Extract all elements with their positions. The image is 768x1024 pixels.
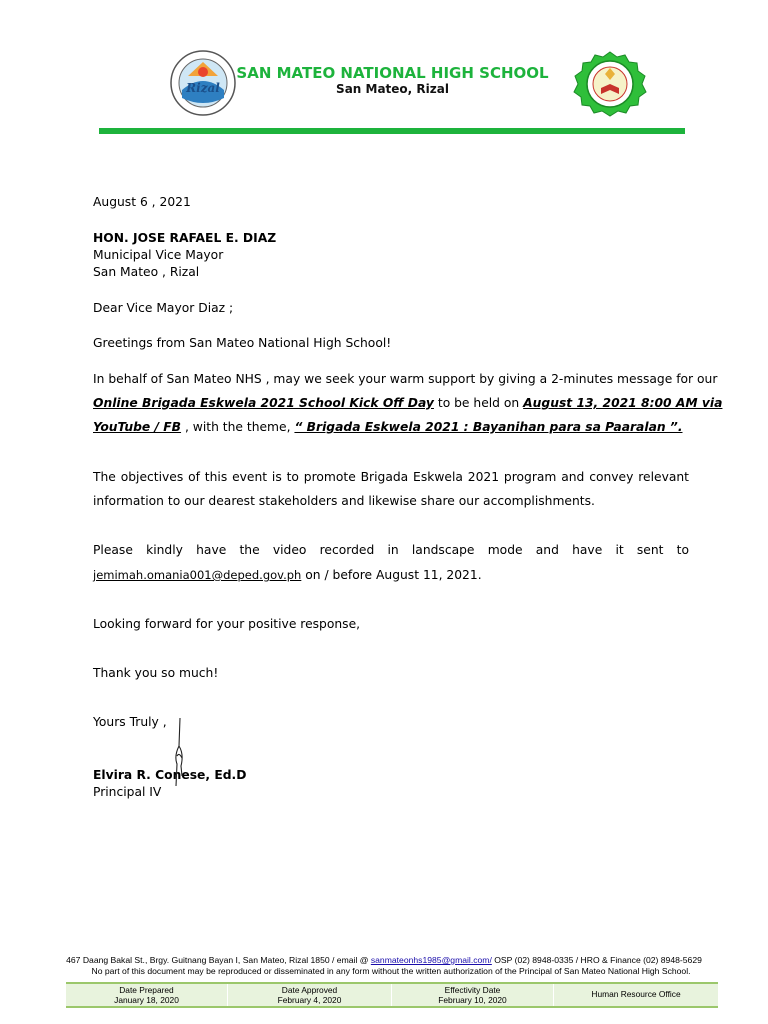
thanks-line: Thank you so much! xyxy=(93,666,219,680)
signatory-name: Elvira R. Conese, Ed.D xyxy=(93,768,247,782)
greeting: Greetings from San Mateo National High School! xyxy=(93,336,392,350)
event-datetime: August 13, 2021 8:00 AM via xyxy=(523,396,723,410)
theme-intro: , with the theme, xyxy=(184,420,291,434)
paragraph-1-line-2 xyxy=(93,395,723,412)
paragraph-1-line-3 xyxy=(93,419,683,436)
effectivity-date-value: February 10, 2020 xyxy=(438,995,507,1005)
closing-line: Looking forward for your positive response, xyxy=(93,617,361,631)
date-approved-label: Date Approved xyxy=(281,985,338,995)
date-approved-value: February 4, 2020 xyxy=(277,995,342,1005)
paragraph-1-line-1: In behalf of San Mateo NHS , may we seek your warm support by giving a 2-minutes message for our xyxy=(93,372,718,386)
to-be-held-text: to be held on xyxy=(437,396,520,410)
paragraph-2-line-2: information to our dearest stakeholders and likewise share our accomplishments. xyxy=(93,494,595,508)
svg-text:Rizal: Rizal xyxy=(186,81,220,95)
salutation: Dear Vice Mayor Diaz ; xyxy=(93,301,234,315)
recipient-location: San Mateo , Rizal xyxy=(93,265,200,279)
school-seal-logo xyxy=(571,50,649,118)
school-name: SAN MATEO NATIONAL HIGH SCHOOL xyxy=(236,64,549,82)
footer-disclaimer: No part of this document may be reproduced or disseminated in any form without the written authorization of the Principal of San Mateo National High School. xyxy=(91,966,691,976)
event-theme: “ Brigada Eskwela 2021 : Bayanihan para sa Paaralan ”. xyxy=(294,420,683,434)
document-control-table xyxy=(66,982,718,1008)
valediction: Yours Truly , xyxy=(93,715,167,729)
paragraph-3-line-2 xyxy=(93,567,482,584)
event-name: Online Brigada Eskwela 2021 School Kick Off Day xyxy=(93,396,434,410)
footer-email-link[interactable]: sanmateonhs1985@gmail.com/ xyxy=(370,955,492,965)
header-divider xyxy=(99,128,685,134)
deadline-text: on / before August 11, 2021. xyxy=(301,568,482,582)
date-prepared-cell xyxy=(66,984,228,1006)
email-link[interactable]: jemimah.omania001@deped.gov.ph xyxy=(93,568,302,582)
recipient-title: Municipal Vice Mayor xyxy=(93,248,224,262)
paragraph-3-line-1: Please kindly have the video recorded in landscape mode and have it sent to xyxy=(93,543,689,557)
effectivity-date-label: Effectivity Date xyxy=(444,985,501,995)
handwritten-signature xyxy=(168,716,190,788)
footer-phone-text: OSP (02) 8948-0335 / HRO & Finance (02) 8948-5629 xyxy=(491,955,702,965)
school-address: San Mateo, Rizal xyxy=(336,82,449,96)
date-prepared-value: January 18, 2020 xyxy=(114,995,179,1005)
footer-address xyxy=(40,955,728,965)
date-approved-cell xyxy=(228,984,392,1006)
event-platform: YouTube / FB xyxy=(93,420,182,434)
date-prepared-label: Date Prepared xyxy=(119,985,174,995)
rizal-seal-logo xyxy=(168,50,238,116)
recipient-name: HON. JOSE RAFAEL E. DIAZ xyxy=(93,231,277,245)
hr-office-cell xyxy=(554,984,718,1006)
effectivity-date-cell xyxy=(392,984,554,1006)
paragraph-2-line-1: The objectives of this event is to promote Brigada Eskwela 2021 program and convey relevant xyxy=(93,470,689,484)
letter-date: August 6 , 2021 xyxy=(93,195,191,209)
footer-address-text: 467 Daang Bakal St., Brgy. Guitnang Bayan I, San Mateo, Rizal 1850 / email @ xyxy=(66,955,371,965)
signatory-title: Principal IV xyxy=(93,785,162,799)
hr-office-label: Human Resource Office xyxy=(591,989,681,999)
